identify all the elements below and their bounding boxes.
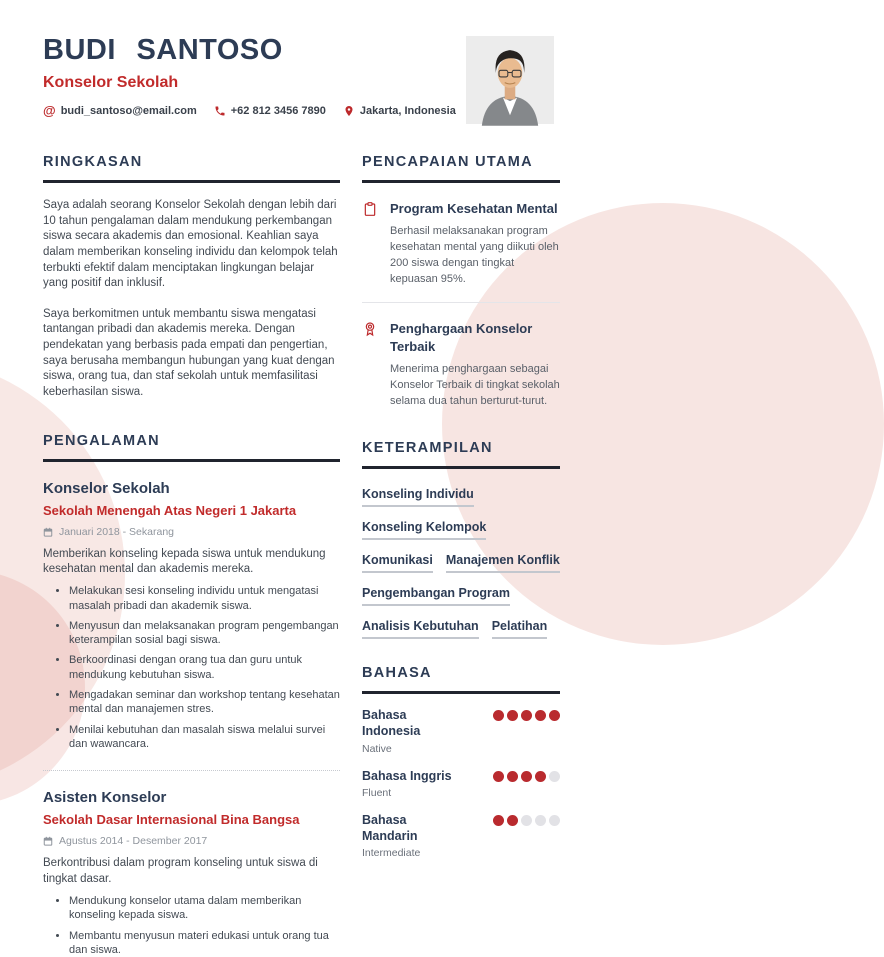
- language-name: Bahasa Mandarin: [362, 812, 462, 845]
- job-dates-text: Agustus 2014 - Desember 2017: [59, 835, 207, 847]
- achievement-item: [362, 320, 560, 410]
- skill-item: Pelatihan: [492, 619, 548, 639]
- calendar-icon: [43, 836, 53, 846]
- job-title: Konselor Sekolah: [43, 480, 340, 497]
- language-rating-dots: [493, 707, 560, 755]
- language-rating-dots: [493, 812, 560, 860]
- achievement-description: Berhasil melaksanakan program kesehatan mental yang diikuti oleh 200 siswa dengan tingkat kepuasan 95%.: [390, 224, 560, 288]
- pengalaman-heading: PENGALAMAN: [43, 433, 340, 449]
- section-rule: [362, 466, 560, 469]
- job-bullets: [43, 584, 340, 751]
- calendar-icon: [43, 527, 53, 537]
- language-item: [362, 768, 560, 799]
- body-columns: [43, 154, 560, 957]
- experience-entry: [43, 789, 340, 957]
- pencapaian-heading: PENCAPAIAN UTAMA: [362, 154, 560, 170]
- keterampilan-heading: KETERAMPILAN: [362, 440, 560, 456]
- rating-dot-filled: [507, 815, 518, 826]
- rating-dot-filled: [493, 710, 504, 721]
- achievement-body: [390, 320, 560, 410]
- language-name: Bahasa Inggris: [362, 768, 462, 784]
- section-keterampilan: [362, 440, 560, 639]
- job-dates-text: Januari 2018 - Sekarang: [59, 526, 174, 538]
- language-level: Fluent: [362, 787, 462, 799]
- language-level: Native: [362, 743, 462, 755]
- experience-divider: [43, 770, 340, 771]
- portrait-photo-illustration: [466, 36, 554, 124]
- job-bullet: • Menyusun dan melaksanakan program pengembangan keterampilan sosial bagi siswa.: [69, 619, 340, 648]
- job-bullet: • Mengadakan seminar dan workshop tentang kesehatan mental dan manajemen stres.: [69, 688, 340, 717]
- rating-dot-empty: [535, 815, 546, 826]
- job-summary: Berkontribusi dalam program konseling untuk siswa di tingkat dasar.: [43, 856, 340, 888]
- languages-list: [362, 707, 560, 859]
- summary-paragraphs: [43, 198, 340, 401]
- person-name: BUDI SANTOSO: [43, 36, 456, 65]
- header-identity: [43, 36, 456, 118]
- job-bullet: • Berkoordinasi dengan orang tua dan guru untuk mendukung kebutuhan siswa.: [69, 653, 340, 682]
- skill-item: Manajemen Konflik: [446, 553, 560, 573]
- header: [43, 36, 560, 124]
- job-bullets: [43, 894, 340, 957]
- phone-icon: [214, 105, 226, 117]
- rating-dot-filled: [521, 771, 532, 782]
- medal-icon: [362, 320, 378, 410]
- achievement-body: [390, 200, 560, 288]
- rating-dot-filled: [493, 815, 504, 826]
- section-ringkasan: [43, 154, 340, 401]
- skill-item: Konseling Kelompok: [362, 520, 486, 540]
- achievement-title: Program Kesehatan Mental: [390, 200, 560, 218]
- language-item: [362, 707, 560, 755]
- language-level: Intermediate: [362, 847, 462, 859]
- phone-text: +62 812 3456 7890: [231, 105, 326, 117]
- achievements-list: [362, 200, 560, 410]
- person-job-title: Konselor Sekolah: [43, 74, 456, 92]
- skill-item: Komunikasi: [362, 553, 433, 573]
- email-text: budi_santoso@email.com: [61, 105, 197, 117]
- job-dates: [43, 526, 340, 538]
- job-bullet: • Mendukung konselor utama dalam memberikan konseling kepada siswa.: [69, 894, 340, 923]
- contact-location: [343, 105, 456, 117]
- experience-entry: [43, 480, 340, 752]
- language-item: [362, 812, 560, 860]
- rating-dot-filled: [521, 710, 532, 721]
- job-dates: [43, 835, 340, 847]
- rating-dot-filled: [535, 771, 546, 782]
- achievement-item: [362, 200, 560, 288]
- avatar: [466, 36, 554, 124]
- experience-list: [43, 480, 340, 957]
- section-pencapaian: [362, 154, 560, 410]
- job-bullet: • Membantu menyusun materi edukasi untuk orang tua dan siswa.: [69, 929, 340, 957]
- achievement-description: Menerima penghargaan sebagai Konselor Terbaik di tingkat sekolah selama dua tahun berturut-turut.: [390, 362, 560, 410]
- language-label: [362, 812, 462, 860]
- skill-item: Analisis Kebutuhan: [362, 619, 479, 639]
- section-pengalaman: [43, 433, 340, 957]
- clipboard-icon: [362, 200, 378, 288]
- contact-email: [43, 103, 197, 118]
- job-summary: Memberikan konseling kepada siswa untuk mendukung kesehatan mental dan akademis mereka.: [43, 547, 340, 579]
- skill-item: Pengembangan Program: [362, 586, 510, 606]
- right-column: [362, 154, 560, 957]
- left-column: [43, 154, 340, 957]
- section-rule: [362, 691, 560, 694]
- rating-dot-filled: [493, 771, 504, 782]
- section-bahasa: [362, 665, 560, 859]
- rating-dot-empty: [549, 771, 560, 782]
- bahasa-heading: BAHASA: [362, 665, 560, 681]
- contact-row: [43, 103, 456, 118]
- job-company: Sekolah Dasar Internasional Bina Bangsa: [43, 812, 340, 827]
- language-label: [362, 707, 462, 755]
- language-label: [362, 768, 462, 799]
- rating-dot-filled: [507, 710, 518, 721]
- job-bullet: • Menilai kebutuhan dan masalah siswa melalui survei dan wawancara.: [69, 723, 340, 752]
- rating-dot-filled: [549, 710, 560, 721]
- rating-dot-empty: [521, 815, 532, 826]
- summary-paragraph: Saya berkomitmen untuk membantu siswa mengatasi tantangan pribadi dan akademis mereka. Dengan pendekatan yang berbasis pada empati dan pengertian, saya berusaha membangun hubungan yang kuat dengan siswa, orang tua, dan staf sekolah untuk memfasilitasi keberhasilan siswa.: [43, 307, 340, 401]
- section-rule: [43, 459, 340, 462]
- at-icon: @: [43, 103, 56, 118]
- job-company: Sekolah Menengah Atas Negeri 1 Jakarta: [43, 503, 340, 518]
- rating-dot-filled: [507, 771, 518, 782]
- skill-item: Konseling Individu: [362, 487, 474, 507]
- rating-dot-empty: [549, 815, 560, 826]
- location-text: Jakarta, Indonesia: [360, 105, 456, 117]
- language-rating-dots: [493, 768, 560, 799]
- job-bullet: • Melakukan sesi konseling individu untuk mengatasi masalah pribadi dan akademik siswa.: [69, 584, 340, 613]
- section-rule: [43, 180, 340, 183]
- ringkasan-heading: RINGKASAN: [43, 154, 340, 170]
- rating-dot-filled: [535, 710, 546, 721]
- contact-phone: [214, 105, 326, 117]
- summary-paragraph: Saya adalah seorang Konselor Sekolah dengan lebih dari 10 tahun pengalaman dalam mendukung perkembangan siswa secara akademis dan emosional. Keahlian saya dalam memberikan konseling individu dan kelompok telah terbukti efektif dalam menciptakan lingkungan belajar yang positif dan inklusif.: [43, 198, 340, 292]
- achievement-title: Penghargaan Konselor Terbaik: [390, 320, 560, 356]
- section-rule: [362, 180, 560, 183]
- achievement-divider: [362, 302, 560, 303]
- language-name: Bahasa Indonesia: [362, 707, 462, 740]
- skills-list: [362, 487, 560, 639]
- location-pin-icon: [343, 105, 355, 117]
- job-title: Asisten Konselor: [43, 789, 340, 806]
